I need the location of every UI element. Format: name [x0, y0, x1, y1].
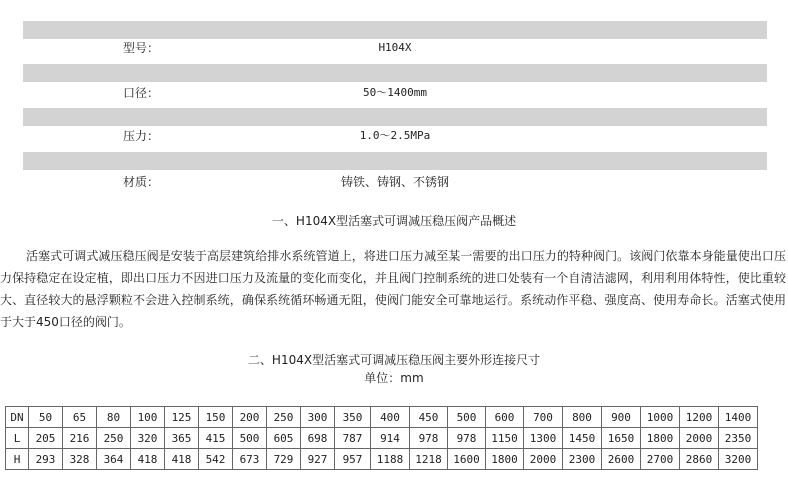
table-cell: 216: [63, 428, 97, 449]
table-cell: 1200: [680, 407, 719, 428]
table-cell: 250: [267, 407, 301, 428]
table-cell: 1150: [486, 428, 524, 449]
table-cell: 729: [267, 449, 301, 470]
table-cell: 1600: [448, 449, 486, 470]
table-cell: 673: [233, 449, 267, 470]
spec-label-pressure: 压力：: [123, 129, 160, 143]
table-cell: 1218: [410, 449, 448, 470]
table-cell: 65: [63, 407, 97, 428]
table-cell: 1400: [719, 407, 758, 428]
table-cell: 927: [301, 449, 335, 470]
spec-row-diameter: [23, 80, 767, 106]
table-cell: 787: [335, 428, 371, 449]
table-cell: 150: [199, 407, 233, 428]
spec-row-model: [23, 35, 767, 61]
spec-value-material: 铸铁、铸钢、不锈钢: [340, 175, 449, 189]
table-cell: 700: [524, 407, 563, 428]
table-cell: 400: [371, 407, 410, 428]
table-row-label: L: [6, 428, 29, 449]
table-cell: 1650: [602, 428, 641, 449]
table-cell: 2600: [602, 449, 641, 470]
table-cell: 500: [448, 407, 486, 428]
table-cell: 418: [165, 449, 199, 470]
table-cell: 600: [486, 407, 524, 428]
table-cell: 1188: [371, 449, 410, 470]
spec-band-4: [23, 152, 767, 170]
section1-title: 一、H104X型活塞式可调减压稳压阀产品概述: [271, 214, 517, 228]
spec-label-model: 型号：: [123, 41, 160, 55]
dimensions-table-body: [6, 407, 758, 470]
table-cell: 2700: [641, 449, 680, 470]
table-cell: 3200: [719, 449, 758, 470]
table-cell: 2350: [719, 428, 758, 449]
spec-label-material: 材质：: [123, 175, 160, 189]
table-cell: 300: [301, 407, 335, 428]
table-cell: 1800: [486, 449, 524, 470]
table-cell: 125: [165, 407, 199, 428]
table-cell: 365: [165, 428, 199, 449]
table-cell: 100: [131, 407, 165, 428]
table-cell: 350: [335, 407, 371, 428]
table-cell: 364: [97, 449, 131, 470]
section2-title: 二、H104X型活塞式可调减压稳压阀主要外形连接尺寸: [247, 353, 541, 367]
table-cell: 800: [563, 407, 602, 428]
table-cell: 914: [371, 428, 410, 449]
table-cell: 450: [410, 407, 448, 428]
table-row-label: DN: [6, 407, 29, 428]
table-cell: 1800: [641, 428, 680, 449]
table-cell: 250: [97, 428, 131, 449]
table-cell: 293: [29, 449, 63, 470]
table-cell: 50: [29, 407, 63, 428]
table-cell: 978: [410, 428, 448, 449]
table-cell: 2000: [680, 428, 719, 449]
table-row: [6, 407, 758, 428]
section2-unit: 单位：mm: [364, 371, 424, 385]
table-cell: 1300: [524, 428, 563, 449]
table-cell: 418: [131, 449, 165, 470]
table-cell: 978: [448, 428, 486, 449]
table-row: [6, 428, 758, 449]
table-cell: 605: [267, 428, 301, 449]
table-cell: 2300: [563, 449, 602, 470]
table-cell: 328: [63, 449, 97, 470]
table-row: [6, 449, 758, 470]
spec-value-diameter: 50～1400mm: [363, 86, 427, 99]
spec-row-material: [23, 169, 767, 195]
table-cell: 320: [131, 428, 165, 449]
table-cell: 1450: [563, 428, 602, 449]
table-cell: 80: [97, 407, 131, 428]
table-cell: 900: [602, 407, 641, 428]
table-cell: 2000: [524, 449, 563, 470]
section1-paragraph: 活塞式可调式减压稳压阀是安装于高层建筑给排水系统管道上，将进口压力减至某一需要的出口压力的特种阀门。该阀门依靠本身能量使出口压力保持稳定在设定植，即出口压力不因进口压力及流量的变化而变化，并且阀门控制系统的进口处装有一个自清洁滤网，利用利用体特性，使比重较大、直径较大的悬浮颗粒不会进入控制系统，确保系统循环畅通无阻，使阀门能安全可靠地运行。系统动作平稳、强度高、使用寿命长。活塞式使用于大于450口径的阀门。: [0, 249, 786, 329]
table-row-label: H: [6, 449, 29, 470]
table-cell: 957: [335, 449, 371, 470]
dimensions-table: [5, 406, 758, 470]
table-cell: 200: [233, 407, 267, 428]
spec-row-pressure: [23, 123, 767, 149]
spec-value-pressure: 1.0～2.5MPa: [359, 129, 431, 142]
spec-value-model: H104X: [378, 41, 412, 54]
spec-label-diameter: 口径：: [123, 86, 160, 100]
table-cell: 1000: [641, 407, 680, 428]
table-cell: 698: [301, 428, 335, 449]
table-cell: 415: [199, 428, 233, 449]
table-cell: 500: [233, 428, 267, 449]
table-cell: 205: [29, 428, 63, 449]
table-cell: 2860: [680, 449, 719, 470]
table-cell: 542: [199, 449, 233, 470]
